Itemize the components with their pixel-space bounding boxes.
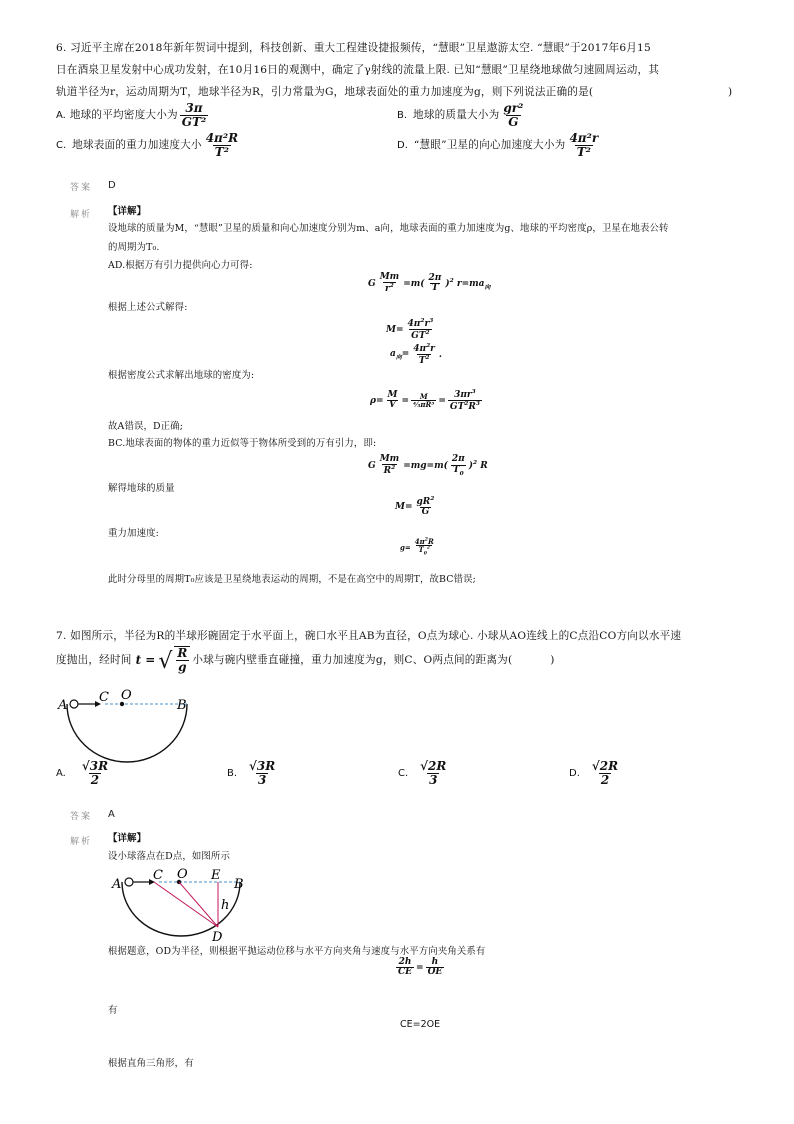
analysis-text: 此时分母里的周期T₀应该是卫星绕地表运动的周期，不是在高空中的周期T，故BC错误; <box>108 574 476 585</box>
ball-icon <box>70 700 78 708</box>
analysis-text: 根据题意，OD为半径，则根据平抛运动位移与水平方向夹角与速度与水平方向夹角关系有 <box>108 946 486 957</box>
option-label: C. <box>56 139 67 151</box>
q6-option-a[interactable] <box>56 102 210 128</box>
option-formula: $\frac{\text{4π²r}}{\text{T²}}$ <box>569 131 599 159</box>
analysis-text: 根据密度公式求解出地球的密度为: <box>108 370 255 381</box>
analysis-text: 有 <box>108 1005 118 1016</box>
q7-option-d[interactable] <box>569 760 622 786</box>
option-label: A. <box>56 109 66 121</box>
q6-option-d[interactable] <box>397 132 602 158</box>
analysis-text: 根据上述公式解得: <box>108 302 188 313</box>
q6-line1: 6. 习近平主席在2018年新年贺词中提到，科技创新、重大工程建设捷报频传，“慧眼”卫星遨游太空. “慧眼”于2017年6月15 <box>56 42 651 54</box>
option-formula: $\frac{3\pi}{\text{GT²}}$ <box>181 101 207 129</box>
option-formula: $\frac{\text{gr²}}{G}$ <box>503 101 524 129</box>
option-formula: $\frac{√2R}{2}$ <box>591 759 619 787</box>
answer-value: A <box>108 809 115 820</box>
equation: M= $\frac{gR^2}{G}$ <box>395 496 435 518</box>
option-label: A. <box>56 767 66 779</box>
option-label: C. <box>398 767 409 779</box>
option-formula: $\frac{\text{4π²R}}{\text{T²}}$ <box>205 131 239 159</box>
analysis-text: 设小球落点在D点，如图所示 <box>108 851 230 862</box>
q7-option-c[interactable] <box>398 760 450 786</box>
equation: g= $\frac{4\pi^2R}{T_0^2}$ <box>400 537 434 557</box>
trajectory-line <box>154 882 218 927</box>
equation: G $\frac{Mm}{r^2}$ =m( $\frac{2\pi}{T}$ )$^2$ $r=ma_向$ <box>368 272 491 295</box>
option-text: 地球表面的重力加速度大小 <box>72 139 202 152</box>
q6-option-c[interactable] <box>56 132 242 158</box>
option-formula: $\frac{√3R}{2}$ <box>81 759 109 787</box>
option-text: 地球的质量大小为 <box>413 109 500 122</box>
svg-text:C: C <box>153 868 163 883</box>
answer-tag: 答案 <box>70 812 93 822</box>
time-formula: t = √ $\frac{R}{g}$ <box>136 646 193 673</box>
equation: CE=2OE <box>400 1019 441 1030</box>
analysis-text: AD.根据万有引力提供向心力可得: <box>108 260 253 271</box>
analysis-tag: 解析 <box>70 210 93 220</box>
q6-line3: 轨道半径为r，运动周期为T，地球半径为R，引力常量为G，地球表面处的重力加速度为g，则下列说法正确的是( <box>56 86 594 98</box>
option-formula: $\frac{√2R}{3}$ <box>420 759 447 787</box>
svg-text:B: B <box>177 698 187 713</box>
analysis-text: 设地球的质量为M，“慧眼”卫星的质量和向心加速度分别为m、a向，地球表面的重力加速度为g、地球的平均密度ρ，卫星在地表公转 <box>108 223 669 234</box>
option-label: D. <box>397 139 408 151</box>
svg-text:E: E <box>211 868 221 883</box>
bowl-diagram <box>55 686 205 766</box>
equation: G $\frac{Mm}{R^2}$ =mg=m( $\frac{2\pi}{T_0}$ )$^2$ R <box>368 454 488 477</box>
svg-text:h: h <box>221 898 230 913</box>
svg-text:O: O <box>177 867 188 882</box>
analysis-text: 解得地球的质量 <box>108 483 175 494</box>
ball-icon <box>125 878 133 886</box>
svg-text:D: D <box>212 930 223 942</box>
q7-option-b[interactable] <box>227 760 279 786</box>
option-label: B. <box>227 767 238 779</box>
bowl-arc <box>67 704 187 762</box>
analysis-text: 的周期为T₀. <box>108 242 160 253</box>
analysis-tag: 解析 <box>70 837 93 847</box>
analysis-text: 根据直角三角形，有 <box>108 1058 194 1069</box>
bowl-impact-diagram <box>108 864 258 942</box>
svg-text:A: A <box>112 877 122 892</box>
option-label: D. <box>569 767 580 779</box>
q6-option-b[interactable] <box>397 102 527 128</box>
q7-line1: 7. 如图所示，半径为R的半球形碗固定于水平面上，碗口水平且AB为直径，O点为球心. 小球从AO连线上的C点沿CO方向以水平速 <box>56 630 682 642</box>
answer-tag: 答案 <box>70 183 93 193</box>
svg-text:O: O <box>121 688 132 703</box>
svg-text:A: A <box>58 698 68 713</box>
q6-paren-close: ) <box>728 86 733 98</box>
equation: $a_向=$ $\frac{4\pi^2r}{T^2}$ . <box>390 343 443 367</box>
option-text: “慧眼”卫星的向心加速度大小为 <box>413 139 566 152</box>
option-label: B. <box>397 109 408 121</box>
radius-od-line <box>179 882 218 927</box>
svg-text:B: B <box>234 877 244 892</box>
q7-option-a[interactable] <box>56 760 112 786</box>
equation: ρ= $\frac{M}{V}$ = $\frac{M}{\text{⁴⁄₃πR³}}$ = $\frac{3\pi r^3}{GT^2R^3}$ <box>370 389 480 413</box>
analysis-text: BC.地球表面的物体的重力近似等于物体所受到的万有引力，即: <box>108 438 377 449</box>
svg-text:C: C <box>99 690 109 705</box>
q7-line2: 度抛出，经时间 t = √ $\frac{R}{g}$ 小球与碗内壁垂直碰撞，重力加速度为g，则C、O两点间的距离为( ) <box>56 646 555 675</box>
analysis-text: 故A错误，D正确; <box>108 421 184 432</box>
detail-heading: 【详解】 <box>108 206 147 217</box>
analysis-text: 重力加速度: <box>108 528 159 539</box>
option-text: 地球的平均密度大小为 <box>69 109 178 122</box>
equation: M= $\frac{4\pi^2r^3}{GT^2}$ <box>386 318 434 342</box>
q6-line2: 日在酒泉卫星发射中心成功发射，在10月16日的观测中，确定了γ射线的流量上限. 已知“慧眼”卫星绕地球做匀速圆周运动，其 <box>56 64 660 76</box>
option-formula: $\frac{√3R}{3}$ <box>249 759 276 787</box>
equation: $\frac{2h}{CE}$ = $\frac{h}{OE}$ <box>398 957 443 978</box>
detail-heading: 【详解】 <box>108 833 147 844</box>
answer-value: D <box>108 180 116 191</box>
